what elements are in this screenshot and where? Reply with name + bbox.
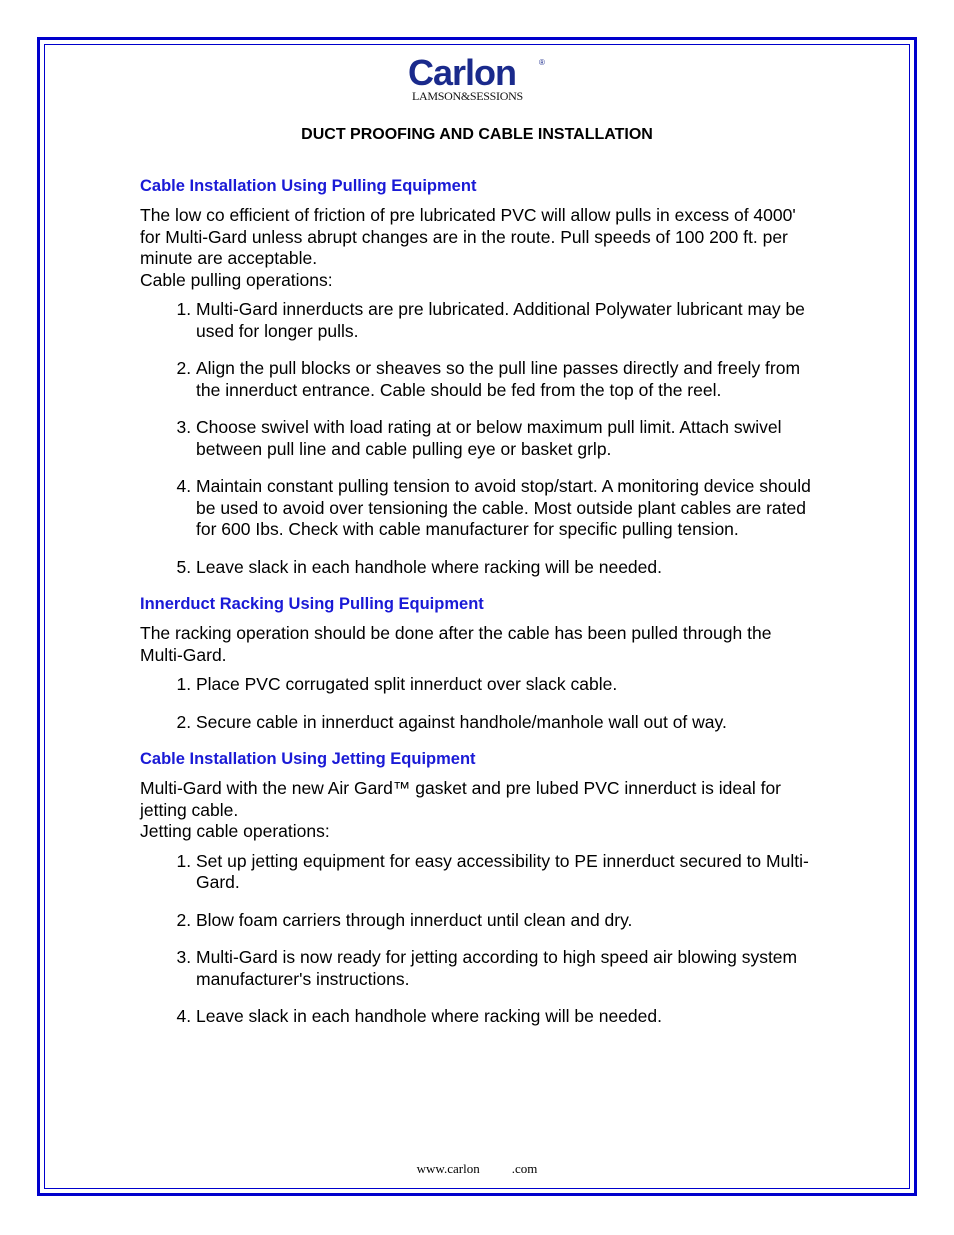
section-heading: Innerduct Racking Using Pulling Equipment: [140, 595, 484, 613]
carlon-logo: [408, 52, 553, 106]
section-intro: The low co efficient of friction of pre lubricated PVC will allow pulls in excess of 4000' for Multi-Gard unless abrupt changes are in the route. Pull speeds of 100 200 ft. per minute are acceptable.: [140, 205, 796, 268]
section-heading: Cable Installation Using Jetting Equipment: [140, 750, 476, 768]
list-item: 4. Maintain constant pulling tension to avoid stop/start. A monitoring device should be used to avoid over tensioning the cable. Most outside plant cables are rated for 600 Ibs. Check with cable manufacturer for specific pulling tension.: [196, 476, 812, 541]
section-racking: [140, 594, 812, 733]
section-intro: The racking operation should be done after the cable has been pulled through the Multi-Gard.: [140, 623, 772, 665]
list-item: 3. Multi-Gard is now ready for jetting according to high speed air blowing system manufacturer's instructions.: [196, 947, 812, 990]
logo-subtitle: LAMSON&SESSIONS: [412, 89, 523, 103]
logo-registered-mark: ®: [539, 58, 545, 67]
section-lead: Jetting cable operations:: [140, 821, 330, 841]
list-item: 4. Leave slack in each handhole where racking will be needed.: [196, 1006, 812, 1028]
footer-url-right: .com: [511, 1161, 538, 1176]
list-item: 1. Multi-Gard innerducts are pre lubricated. Additional Polywater lubricant may be used for longer pulls.: [196, 299, 812, 342]
section-intro: Multi-Gard with the new Air Gard™ gasket and pre lubed PVC innerduct is ideal for jetting cable.: [140, 778, 782, 820]
steps-list: [140, 674, 812, 733]
list-item: 2. Blow foam carriers through innerduct until clean and dry.: [196, 910, 812, 932]
document-body: [140, 176, 812, 1044]
footer-url: [0, 1161, 954, 1177]
section-heading: Cable Installation Using Pulling Equipment: [140, 177, 477, 195]
footer-url-left: www.carlon: [416, 1161, 480, 1176]
logo-wordmark: Carlon: [408, 52, 517, 93]
list-item: 2. Align the pull blocks or sheaves so the pull line passes directly and freely from the innerduct entrance. Cable should be fed from the top of the reel.: [196, 358, 812, 401]
section-jetting: [140, 749, 812, 1028]
section-lead: Cable pulling operations:: [140, 269, 333, 290]
section-pulling: [140, 176, 812, 578]
list-item: 1. Place PVC corrugated split innerduct over slack cable.: [196, 674, 812, 696]
list-item: 3. Choose swivel with load rating at or below maximum pull limit. Attach swivel between pull line and cable pulling eye or basket grlp.: [196, 417, 812, 460]
list-item: 1. Set up jetting equipment for easy accessibility to PE innerduct secured to Multi-Gard.: [196, 851, 812, 894]
document-title: DUCT PROOFING AND CABLE INSTALLATION: [301, 126, 653, 143]
steps-list: [140, 851, 812, 1028]
steps-list: [140, 299, 812, 578]
list-item: 2. Secure cable in innerduct against handhole/manhole wall out of way.: [196, 712, 812, 734]
list-item: 5. Leave slack in each handhole where racking will be needed.: [196, 557, 812, 579]
